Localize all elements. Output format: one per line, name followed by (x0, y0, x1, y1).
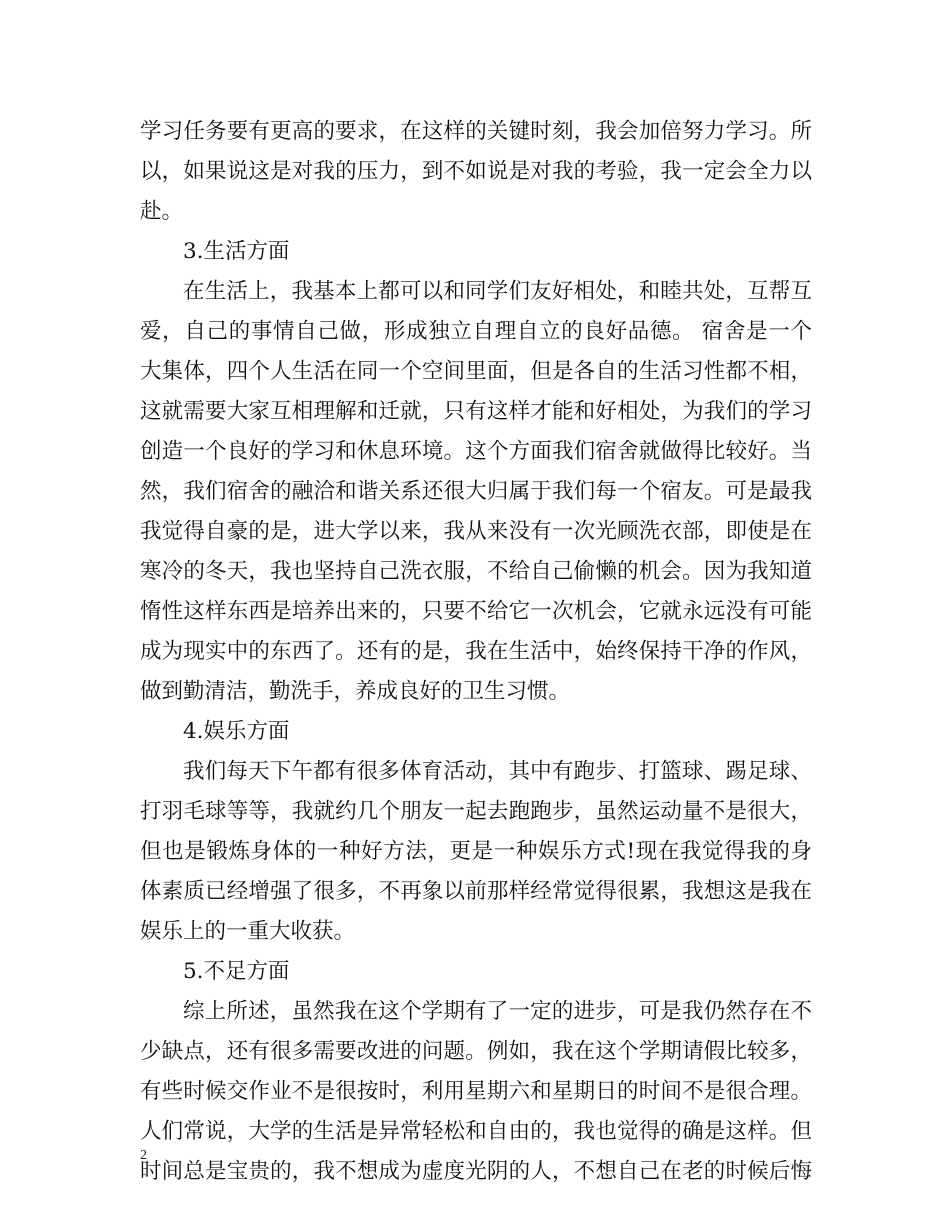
text-line: 惰性这样东西是培养出来的，只要不给它一次机会，它就永远没有可能 (140, 599, 812, 624)
text-line: 5.不足方面 (183, 959, 290, 984)
page-number: 2 (140, 1148, 147, 1163)
text-line: 学习任务要有更高的要求，在这样的关键时刻，我会加倍努力学习。所 (140, 119, 812, 144)
text-line: 时间总是宝贵的，我不想成为虚度光阴的人，不想自己在老的时候后悔 (140, 1159, 812, 1184)
text-line: 少缺点，还有很多需要改进的问题。例如，我在这个学期请假比较多， (140, 1039, 812, 1064)
text-line: 打羽毛球等等，我就约几个朋友一起去跑跑步，虽然运动量不是很大， (140, 799, 812, 824)
text-line: 我们每天下午都有很多体育活动，其中有跑步、打篮球、踢足球、 (183, 759, 812, 784)
text-line: 以，如果说这是对我的压力，到不如说是对我的考验，我一定会全力以 (140, 159, 812, 184)
text-line: 综上所述，虽然我在这个学期有了一定的进步，可是我仍然存在不 (183, 999, 812, 1024)
text-line: 在生活上，我基本上都可以和同学们友好相处，和睦共处，互帮互 (183, 279, 812, 304)
text-line: 寒冷的冬天，我也坚持自己洗衣服，不给自己偷懒的机会。因为我知道 (140, 559, 812, 584)
text-line: 爱，自己的事情自己做，形成独立自理自立的良好品德。 宿舍是一个 (140, 319, 812, 344)
text-line: 赴。 (140, 199, 184, 224)
text-line: 体素质已经增强了很多，不再象以前那样经常觉得很累，我想这是我在 (140, 879, 812, 904)
text-line: 创造一个良好的学习和休息环境。这个方面我们宿舍就做得比较好。当 (140, 439, 812, 464)
text-line: 做到勤清洁，勤洗手，养成良好的卫生习惯。 (140, 679, 571, 704)
document-body (140, 112, 812, 1192)
text-line: 娱乐上的一重大收获。 (140, 919, 356, 944)
text-line: 人们常说，大学的生活是异常轻松和自由的，我也觉得的确是这样。但 (140, 1119, 812, 1144)
text-line: 然，我们宿舍的融洽和谐关系还很大归属于我们每一个宿友。可是最我 (140, 479, 812, 504)
text-line: 我觉得自豪的是，进大学以来，我从来没有一次光顾洗衣部，即使是在 (140, 519, 812, 544)
text-line: 成为现实中的东西了。还有的是，我在生活中，始终保持干净的作风， (140, 639, 812, 664)
text-line: 4.娱乐方面 (183, 719, 290, 744)
text-line: 大集体，四个人生活在同一个空间里面，但是各自的生活习性都不相， (140, 359, 812, 384)
text-line: 3.生活方面 (183, 239, 290, 264)
text-line: 有些时候交作业不是很按时，利用星期六和星期日的时间不是很合理。 (140, 1079, 812, 1104)
text-line: 但也是锻炼身体的一种好方法，更是一种娱乐方式!现在我觉得我的身 (140, 839, 812, 864)
text-line: 这就需要大家互相理解和迁就，只有这样才能和好相处，为我们的学习 (140, 399, 812, 424)
